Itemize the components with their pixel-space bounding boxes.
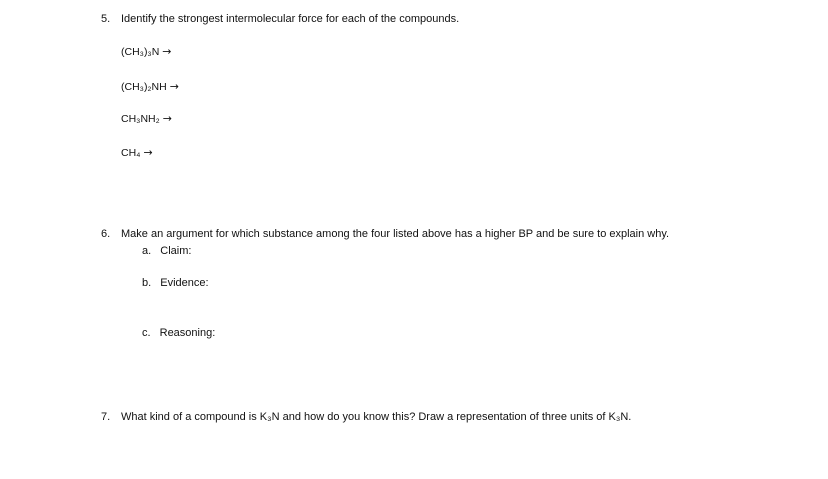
reasoning-item: [142, 327, 215, 339]
arrow-icon: →: [143, 146, 153, 159]
compound-item: [121, 112, 172, 125]
compound-label: (CH₃)₃N: [121, 46, 160, 58]
question-7-text: What kind of a compound is K₃N and how do you know this? Draw a representation of three units of K₃N.: [121, 411, 632, 423]
part-letter: c.: [142, 327, 151, 339]
reasoning-label: Reasoning:: [159, 327, 216, 339]
arrow-icon: →: [162, 45, 172, 58]
claim-item: [142, 245, 191, 257]
compound-label: CH₄: [121, 147, 141, 159]
claim-label: Claim:: [160, 245, 192, 257]
arrow-icon: →: [169, 80, 179, 93]
part-letter: b.: [142, 277, 152, 289]
evidence-item: [142, 277, 209, 289]
compound-item: [121, 80, 179, 93]
question-6-number: 6.: [101, 228, 111, 240]
arrow-icon: →: [162, 112, 172, 125]
evidence-label: Evidence:: [160, 277, 209, 289]
question-7-number: 7.: [101, 411, 111, 423]
compound-item: [121, 146, 153, 159]
question-5-text: Identify the strongest intermolecular force for each of the compounds.: [121, 13, 460, 25]
compound-label: (CH₃)₂NH: [121, 81, 167, 93]
compound-item: [121, 45, 172, 58]
compound-label: CH₃NH₂: [121, 113, 160, 125]
part-letter: a.: [142, 245, 152, 257]
question-6-text: Make an argument for which substance among the four listed above has a higher BP and be sure to explain why.: [121, 228, 670, 240]
question-5-number: 5.: [101, 13, 111, 25]
